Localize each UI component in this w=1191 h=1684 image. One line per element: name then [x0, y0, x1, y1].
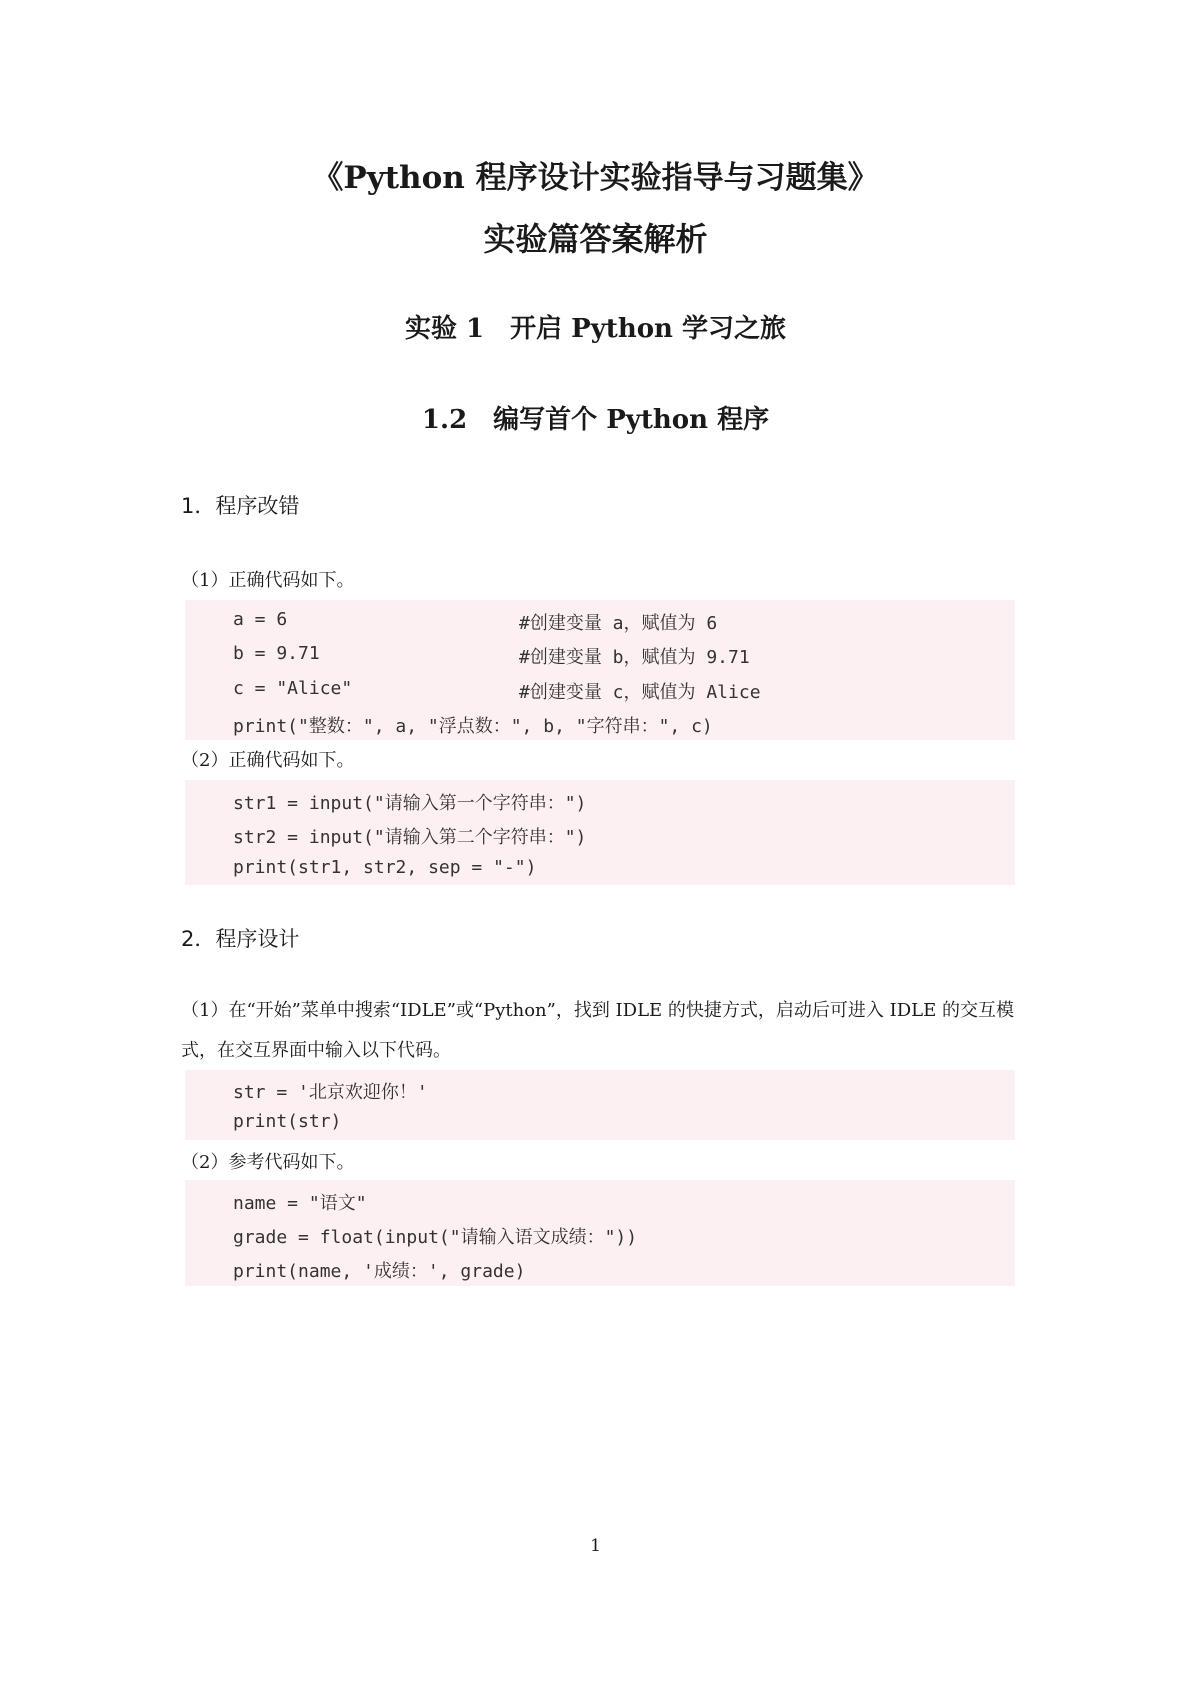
code-line: c = "Alice" — [233, 678, 353, 699]
code-comment: #创建变量 a，赋值为 6 — [519, 613, 718, 634]
code-line: b = 9.71 — [233, 643, 320, 664]
code-line: a = 6 — [233, 609, 288, 630]
code-block-2 — [185, 780, 1015, 885]
code-line: name = "语文" — [233, 1193, 367, 1214]
page-number: 1 — [590, 1536, 601, 1556]
part2-item1-label: （1）在“开始”菜单中搜索“IDLE”或“Python”，找到 IDLE 的快捷方式，启动后可进入 IDLE 的交互模式，在交互界面中输入以下代码。 — [181, 1000, 1014, 1061]
code-line: print(str) — [233, 1111, 342, 1132]
code-line: str = '北京欢迎你！' — [233, 1082, 428, 1103]
code-block-1 — [185, 600, 1015, 740]
code-line: str2 = input("请输入第二个字符串：") — [233, 827, 587, 848]
part1-item2-label: （2）正确代码如下。 — [181, 750, 355, 771]
part2-heading: 2．程序设计 — [181, 927, 300, 951]
code-line: print(name, '成绩：', grade) — [233, 1261, 526, 1282]
part1-heading: 1．程序改错 — [181, 494, 300, 518]
code-block-4 — [185, 1180, 1015, 1286]
code-comment: #创建变量 b，赋值为 9.71 — [519, 647, 750, 668]
code-block-3 — [185, 1070, 1015, 1140]
code-comment: #创建变量 c，赋值为 Alice — [519, 682, 761, 703]
code-line: print(str1, str2, sep = "-") — [233, 857, 537, 878]
code-line: grade = float(input("请输入语文成绩：")) — [233, 1227, 638, 1248]
section-heading: 1.2 编写首个 Python 程序 — [421, 405, 770, 435]
part2-item2-label: （2）参考代码如下。 — [181, 1152, 355, 1173]
chapter-heading: 实验 1 开启 Python 学习之旅 — [404, 314, 787, 344]
code-line: str1 = input("请输入第一个字符串：") — [233, 793, 587, 814]
code-line: print("整数：", a, "浮点数：", b, "字符串：", c) — [233, 716, 713, 737]
part1-item1-label: （1）正确代码如下。 — [181, 570, 355, 591]
document-title: 《Python 程序设计实验指导与习题集》 — [312, 160, 879, 196]
document-subtitle: 实验篇答案解析 — [483, 220, 708, 258]
